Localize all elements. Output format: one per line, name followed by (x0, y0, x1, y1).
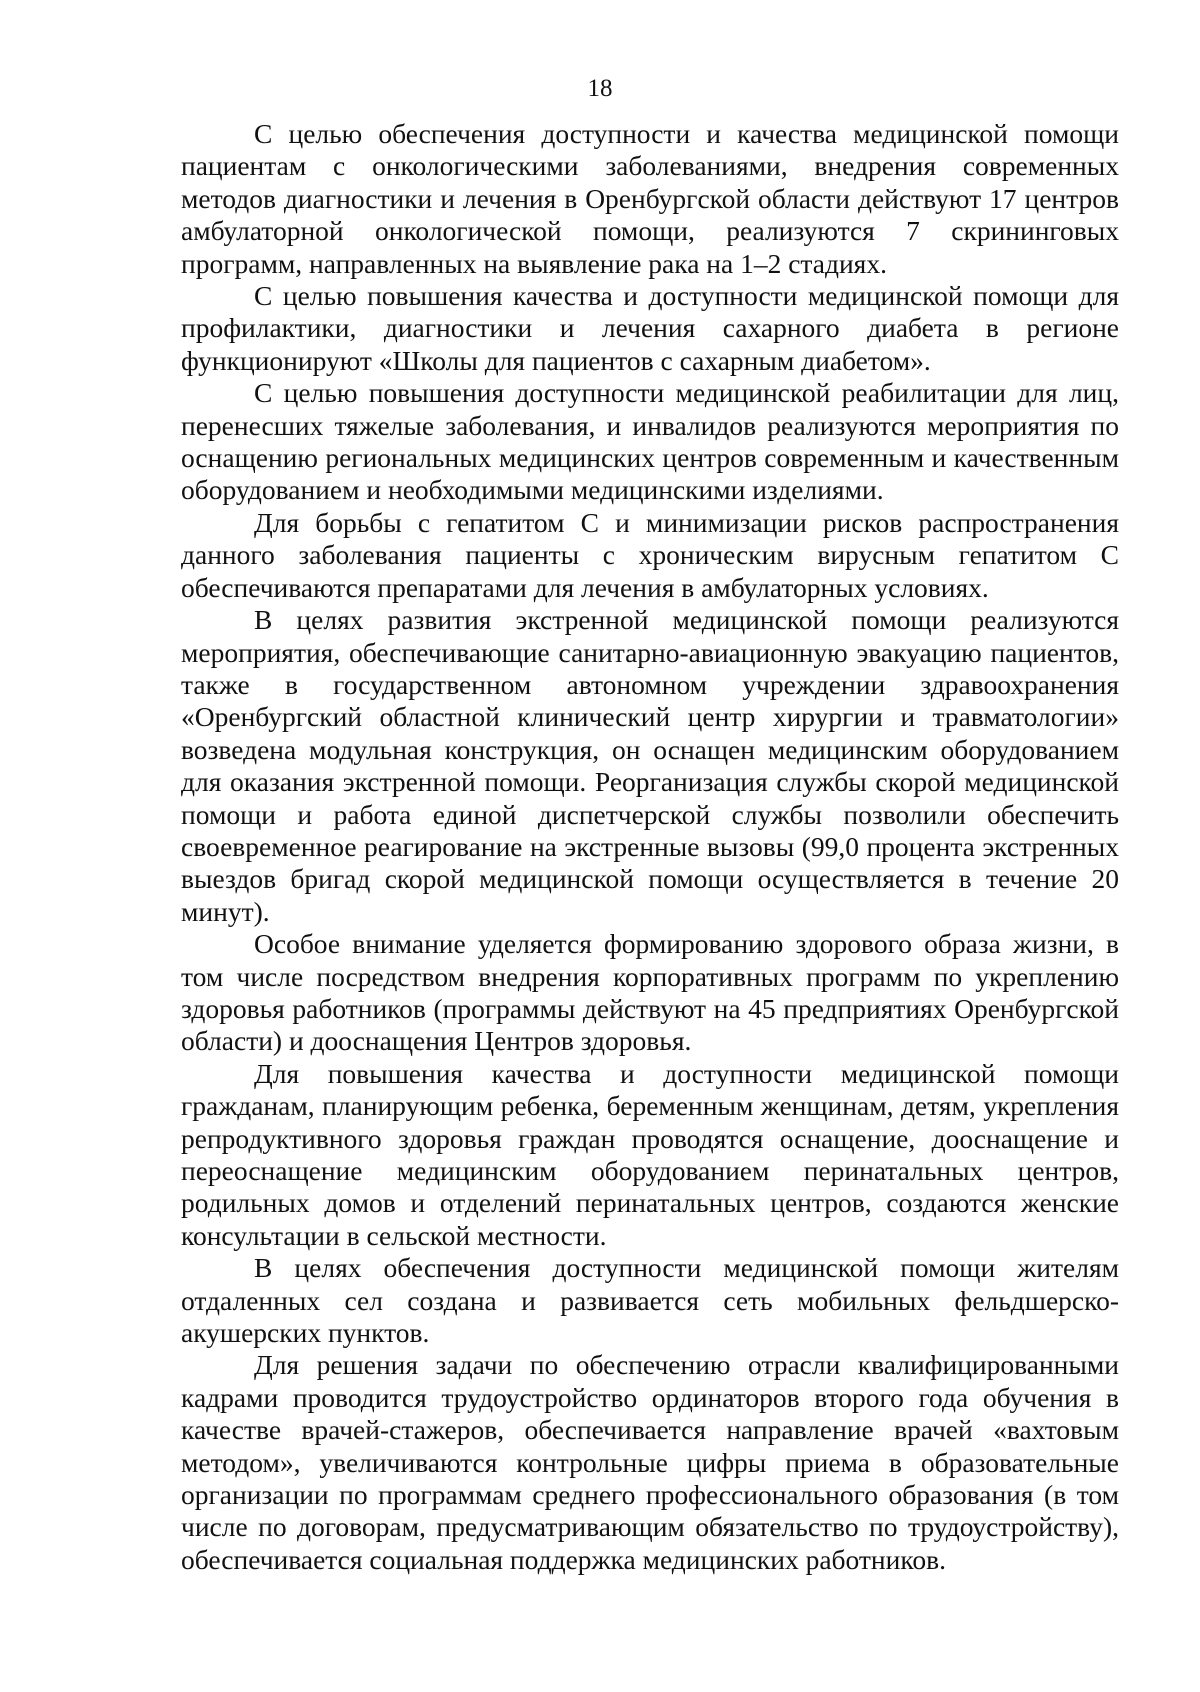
paragraph-healthy-lifestyle: Особое внимание уделяется формированию здорового образа жизни, в том числе посредством внедрения корпоративных программ по укреплению здоровья работников (программы действуют на 45 предприятиях Оренбургской области) и дооснащения Центров здоровья. (181, 928, 1119, 1057)
paragraph-hepatitis-c: Для борьбы с гепатитом С и минимизации рисков распространения данного заболевания пациенты с хроническим вирусным гепатитом С обеспечиваются препаратами для лечения в амбулаторных условиях. (181, 506, 1119, 603)
paragraph-mobile-paramedic-stations: В целях обеспечения доступности медицинской помощи жителям отдаленных сел создана и развивается сеть мобильных фельдшерско-акушерских пунктов. (181, 1252, 1119, 1349)
paragraph-diabetes-schools: С целью повышения качества и доступности медицинской помощи для профилактики, диагностики и лечения сахарного диабета в регионе функционируют «Школы для пациентов с сахарным диабетом». (181, 280, 1119, 376)
page-number: 18 (587, 75, 613, 102)
document-body (181, 118, 1119, 1576)
paragraph-medical-staffing: Для решения задачи по обеспечению отрасли квалифицированными кадрами проводится трудоустройство ординаторов второго года обучения в качестве врачей-стажеров, обеспечивается направление врачей «вахтовым методом», увеличиваются контрольные цифры приема в образовательные организации по программам среднего профессионального образования (в том числе по договорам, предусматривающим обязательство по трудоустройству), обеспечивается социальная поддержка медицинских работников. (181, 1349, 1119, 1575)
paragraph-emergency-care: В целях развития экстренной медицинской помощи реализуются мероприятия, обеспечивающие санитарно-авиационную эвакуацию пациентов, также в государственном автономном учреждении здравоохранения «Оренбургский областной клинический центр хирургии и травматологии» возведена модульная конструкция, он оснащен медицинским оборудованием для оказания экстренной помощи. Реорганизация службы скорой медицинской помощи и работа единой диспетчерской службы позволили обеспечить своевременное реагирование на экстренные вызовы (99,0 процента экстренных выездов бригад скорой медицинской помощи осуществляется в течение 20 минут). (181, 604, 1119, 927)
paragraph-medical-rehabilitation: С целью повышения доступности медицинской реабилитации для лиц, перенесших тяжелые заболевания, и инвалидов реализуются мероприятия по оснащению региональных медицинских центров современным и качественным оборудованием и необходимыми медицинскими изделиями. (181, 377, 1119, 506)
paragraph-maternal-child-health: Для повышения качества и доступности медицинской помощи гражданам, планирующим ребенка, беременным женщинам, детям, укрепления репродуктивного здоровья граждан проводятся оснащение, дооснащение и переоснащение медицинским оборудованием перинатальных центров, родильных домов и отделений перинатальных центров, создаются женские консультации в сельской местности. (181, 1057, 1119, 1251)
paragraph-oncology-care: С целью обеспечения доступности и качества медицинской помощи пациентам с онкологическими заболеваниями, внедрения современных методов диагностики и лечения в Оренбургской области действуют 17 центров амбулаторной онкологической помощи, реализуются 7 скрининговых программ, направленных на выявление рака на 1–2 стадиях. (181, 118, 1119, 279)
